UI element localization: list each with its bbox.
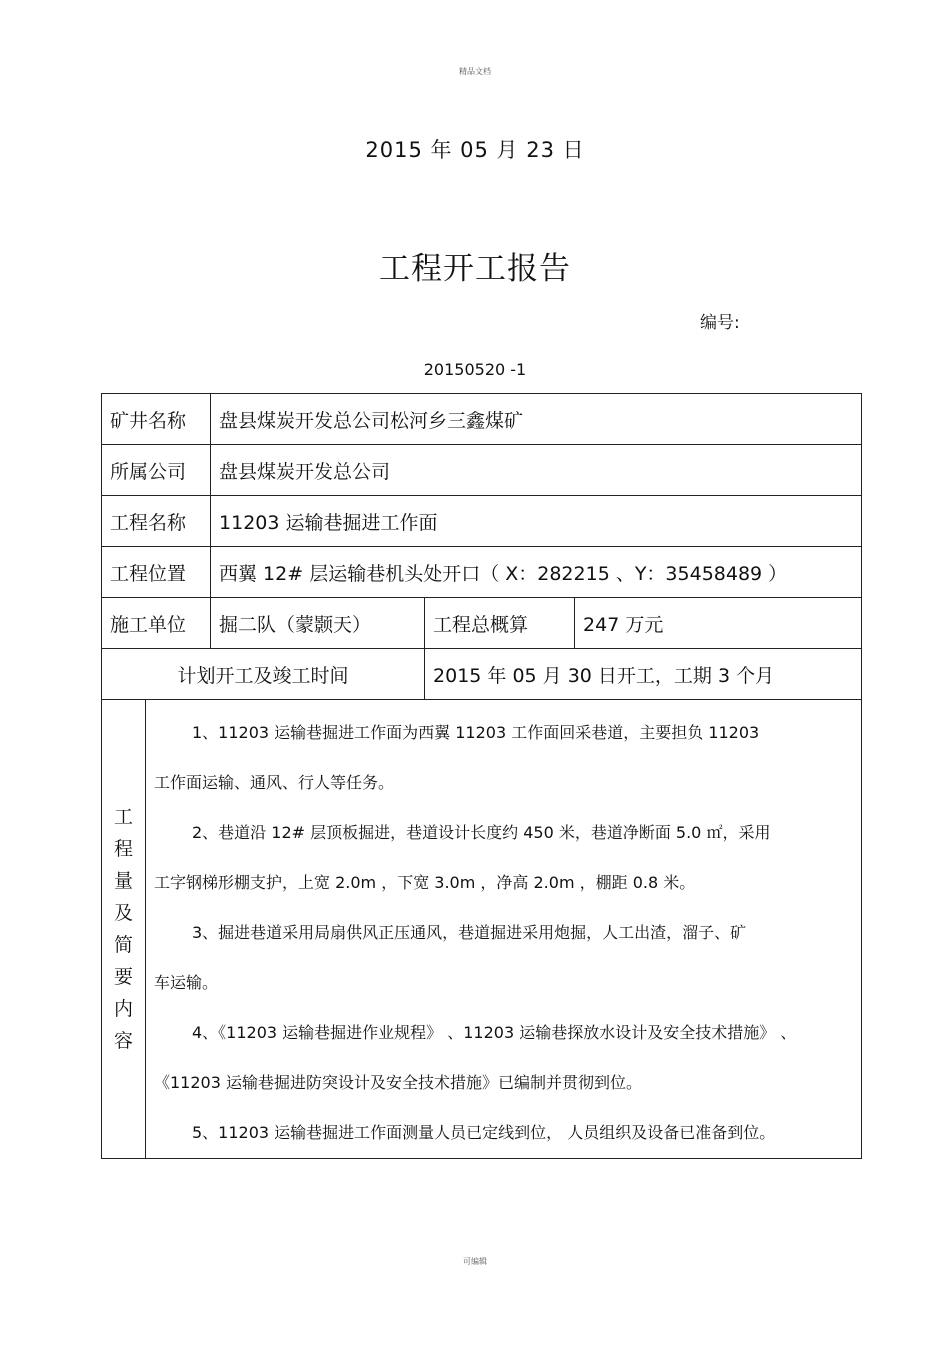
summary-label-char: 容	[113, 1030, 133, 1052]
summary-label-char: 程	[113, 838, 133, 860]
contractor-label: 施工单位	[102, 598, 211, 649]
row-mine-name	[102, 394, 862, 445]
summary-label-char: 量	[113, 870, 133, 892]
number-label: 编号:	[700, 313, 740, 333]
summary-line: 5、11203 运输巷掘进工作面测量人员已定线到位， 人员组织及设备已准备到位。	[192, 1123, 776, 1142]
summary-line: 工作面运输、通风、行人等任务。	[154, 773, 395, 792]
row-contractor	[102, 598, 862, 649]
summary-paragraph-4	[154, 1008, 851, 1108]
project-location-label: 工程位置	[102, 547, 211, 598]
summary-paragraph-2	[154, 808, 851, 908]
company-value: 盘县煤炭开发总公司	[211, 445, 862, 496]
summary-label-char: 工	[113, 806, 133, 828]
project-name-value: 11203 运输巷掘进工作面	[211, 496, 862, 547]
footer-note: 可编辑	[463, 1257, 487, 1266]
project-form-table	[101, 393, 862, 1159]
summary-label-char: 要	[113, 966, 133, 988]
summary-vertical-label	[102, 700, 146, 1159]
header-note: 精品文档	[459, 67, 491, 76]
date-line: 2015 年 05 月 23 日	[365, 138, 585, 162]
summary-label-char: 及	[113, 902, 133, 924]
budget-label: 工程总概算	[425, 598, 575, 649]
summary-line: 车运输。	[154, 973, 219, 992]
row-summary	[102, 700, 862, 1159]
summary-content	[146, 700, 862, 1159]
project-location-value: 西翼 12# 层运输巷机头处开口（ X：282215 、Y：35458489 ）	[211, 547, 862, 598]
row-project-name	[102, 496, 862, 547]
budget-value: 247 万元	[575, 598, 862, 649]
company-label: 所属公司	[102, 445, 211, 496]
summary-paragraph-5	[154, 1108, 851, 1158]
summary-line: 工字钢梯形棚支护，上宽 2.0m ，下宽 3.0m ，净高 2.0m ，棚距 0.8 米。	[154, 873, 696, 892]
schedule-label: 计划开工及竣工时间	[102, 649, 425, 700]
summary-line: 《11203 运输巷掘进防突设计及安全技术措施》已编制并贯彻到位。	[154, 1073, 642, 1092]
project-name-label: 工程名称	[102, 496, 211, 547]
row-project-location	[102, 547, 862, 598]
summary-label-char: 内	[113, 998, 133, 1020]
summary-line: 3、掘进巷道采用局扇供风正压通风，巷道掘进采用炮掘，人工出渣，溜子、矿	[192, 923, 747, 942]
summary-line: 1、11203 运输巷掘进工作面为西翼 11203 工作面回采巷道，主要担负 11203	[192, 723, 760, 742]
schedule-value: 2015 年 05 月 30 日开工，工期 3 个月	[425, 649, 862, 700]
summary-line: 4、《11203 运输巷掘进作业规程》 、11203 运输巷探放水设计及安全技术措施》 、	[192, 1023, 797, 1042]
summary-paragraph-3	[154, 908, 851, 1008]
mine-name-value: 盘县煤炭开发总公司松河乡三鑫煤矿	[211, 394, 862, 445]
summary-paragraph-1	[154, 708, 851, 808]
summary-line: 2、巷道沿 12# 层顶板掘进，巷道设计长度约 450 米，巷道净断面 5.0 ㎡，采用	[192, 823, 771, 842]
number-value: 20150520 -1	[423, 360, 527, 379]
page-title: 工程开工报告	[379, 251, 571, 287]
mine-name-label: 矿井名称	[102, 394, 211, 445]
contractor-value: 掘二队（蒙颢天）	[211, 598, 425, 649]
row-schedule	[102, 649, 862, 700]
row-company	[102, 445, 862, 496]
summary-label-char: 简	[113, 934, 133, 956]
